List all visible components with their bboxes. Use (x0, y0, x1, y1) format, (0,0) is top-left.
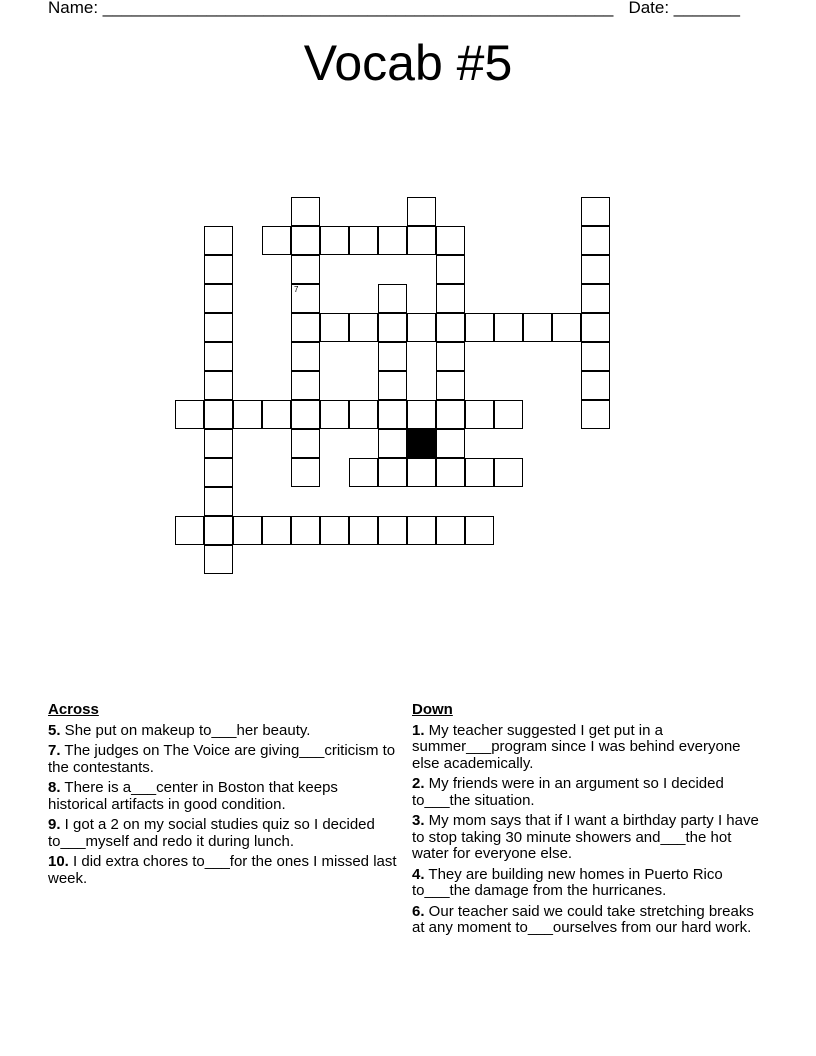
grid-cell[interactable] (436, 458, 465, 487)
down-heading: Down (412, 701, 453, 718)
grid-cell[interactable] (465, 516, 494, 545)
grid-cell[interactable] (581, 226, 610, 255)
clue-item (412, 904, 762, 937)
clue-item (48, 854, 398, 887)
grid-cell[interactable] (262, 516, 291, 545)
clue-item-text: My mom says that if I want a birthday party I have to stop taking 30 minute showers and___the hot water for everyone else. (412, 812, 759, 862)
grid-cell[interactable] (204, 226, 233, 255)
clue-item-text: My friends were in an argument so I decided to___the situation. (412, 775, 724, 809)
grid-cell[interactable] (465, 313, 494, 342)
grid-cell[interactable] (378, 284, 407, 313)
clue-item-number: 6. (412, 902, 425, 920)
crossword-grid (175, 168, 643, 548)
grid-cell[interactable] (581, 284, 610, 313)
grid-cell[interactable] (436, 313, 465, 342)
grid-cell[interactable] (436, 342, 465, 371)
grid-cell[interactable] (291, 400, 320, 429)
grid-cell[interactable] (291, 313, 320, 342)
grid-cell[interactable] (378, 400, 407, 429)
grid-cell[interactable] (407, 313, 436, 342)
date-field[interactable]: Date: _______ (628, 0, 740, 17)
clue-item (48, 723, 398, 740)
grid-cell[interactable] (378, 342, 407, 371)
grid-cell[interactable] (465, 400, 494, 429)
clue-item (412, 867, 762, 900)
grid-cell[interactable] (349, 226, 378, 255)
clue-item-text: I got a 2 on my social studies quiz so I decided to___myself and redo it during lunch. (48, 816, 375, 850)
header-line (48, 0, 740, 18)
grid-cell[interactable] (436, 429, 465, 458)
grid-cell[interactable] (320, 313, 349, 342)
clue-item (48, 780, 398, 813)
grid-cell[interactable] (436, 226, 465, 255)
grid-cell[interactable] (320, 400, 349, 429)
grid-cell[interactable] (320, 516, 349, 545)
grid-cell[interactable] (378, 371, 407, 400)
grid-cell[interactable] (291, 371, 320, 400)
grid-cell[interactable] (262, 400, 291, 429)
grid-cell[interactable] (291, 516, 320, 545)
across-clues (48, 702, 398, 891)
grid-cell[interactable] (204, 545, 233, 574)
clue-item (412, 723, 762, 773)
grid-cell[interactable] (407, 226, 436, 255)
grid-cell[interactable] (175, 516, 204, 545)
clue-item-number: 3. (412, 812, 425, 829)
grid-cell[interactable] (204, 284, 233, 313)
grid-cell[interactable] (494, 313, 523, 342)
grid-cell[interactable] (349, 458, 378, 487)
grid-cell[interactable] (436, 284, 465, 313)
grid-cell[interactable] (291, 458, 320, 487)
grid-cell[interactable] (291, 197, 320, 226)
grid-cell[interactable] (581, 197, 610, 226)
clue-item-text: I did extra chores to___for the ones I missed last week. (48, 853, 397, 887)
clue-item-number: 4. (412, 865, 425, 883)
clue-item-number: 5. (48, 721, 61, 739)
grid-cell[interactable] (233, 400, 262, 429)
grid-cell[interactable] (552, 313, 581, 342)
grid-cell[interactable] (378, 226, 407, 255)
grid-cell[interactable] (204, 313, 233, 342)
grid-cell[interactable] (494, 400, 523, 429)
grid-cell[interactable] (378, 516, 407, 545)
grid-cell[interactable] (581, 255, 610, 284)
down-clue-list (412, 723, 762, 937)
clue-number: 7 (294, 285, 299, 294)
clue-item-number: 2. (412, 775, 425, 792)
grid-cell[interactable] (581, 371, 610, 400)
clue-item (412, 776, 762, 809)
clue-item-text: They are building new homes in Puerto Rico to___the damage from the hurricanes. (412, 865, 723, 899)
grid-cell[interactable] (204, 458, 233, 487)
grid-cell[interactable] (581, 342, 610, 371)
clue-item-number: 9. (48, 816, 61, 833)
across-heading: Across (48, 701, 99, 718)
grid-cell[interactable] (204, 429, 233, 458)
clue-item-number: 7. (48, 742, 61, 759)
clue-item (48, 743, 398, 776)
grid-cell[interactable] (204, 255, 233, 284)
grid-cell[interactable] (204, 400, 233, 429)
clue-item (48, 817, 398, 850)
grid-cell[interactable] (407, 400, 436, 429)
grid-cell[interactable] (581, 313, 610, 342)
grid-cell[interactable] (581, 400, 610, 429)
grid-cell[interactable] (436, 255, 465, 284)
grid-cell[interactable] (291, 255, 320, 284)
grid-cell[interactable] (204, 487, 233, 516)
clue-item (412, 813, 762, 863)
grid-cell[interactable] (436, 371, 465, 400)
grid-cell[interactable] (204, 516, 233, 545)
grid-cell[interactable] (494, 458, 523, 487)
grid-cell[interactable] (262, 226, 291, 255)
clue-item-text: Our teacher said we could take stretching breaks at any moment to___ourselves from our hard work. (412, 902, 754, 936)
grid-cell[interactable] (378, 429, 407, 458)
across-clue-list (48, 723, 398, 888)
grid-cell[interactable] (349, 313, 378, 342)
name-field[interactable]: Name: ______________________________________________________ (48, 0, 614, 17)
down-clues (412, 702, 762, 941)
grid-cell[interactable] (204, 371, 233, 400)
grid-cell[interactable] (465, 458, 494, 487)
grid-cell[interactable] (233, 516, 262, 545)
clue-item-text: The judges on The Voice are giving___criticism to the contestants. (48, 742, 396, 776)
grid-cell[interactable] (349, 400, 378, 429)
grid-cell[interactable] (291, 226, 320, 255)
grid-cell[interactable] (349, 516, 378, 545)
clue-item-text: There is a___center in Boston that keeps historical artifacts in good condition. (48, 779, 338, 813)
grid-cell[interactable] (204, 342, 233, 371)
grid-cell[interactable] (523, 313, 552, 342)
clue-item-text: She put on makeup to___her beauty. (60, 721, 311, 739)
grid-black-cell (407, 429, 436, 458)
clue-item-number: 10. (48, 853, 69, 870)
grid-cell[interactable] (436, 516, 465, 545)
grid-cell[interactable] (378, 313, 407, 342)
grid-cell[interactable] (407, 458, 436, 487)
grid-cell[interactable] (378, 458, 407, 487)
grid-cell[interactable] (407, 197, 436, 226)
grid-cell[interactable] (291, 429, 320, 458)
page-title: Vocab #5 (303, 35, 513, 91)
grid-cell[interactable] (175, 400, 204, 429)
grid-cell[interactable] (407, 516, 436, 545)
grid-cell[interactable] (320, 226, 349, 255)
clue-item-number: 8. (48, 779, 61, 796)
clue-item-text: My teacher suggested I get put in a summer___program since I was behind everyone else academically. (412, 721, 741, 772)
clue-item-number: 1. (412, 721, 425, 739)
grid-cell[interactable] (291, 284, 320, 313)
grid-cell[interactable] (436, 400, 465, 429)
grid-cell[interactable] (291, 342, 320, 371)
